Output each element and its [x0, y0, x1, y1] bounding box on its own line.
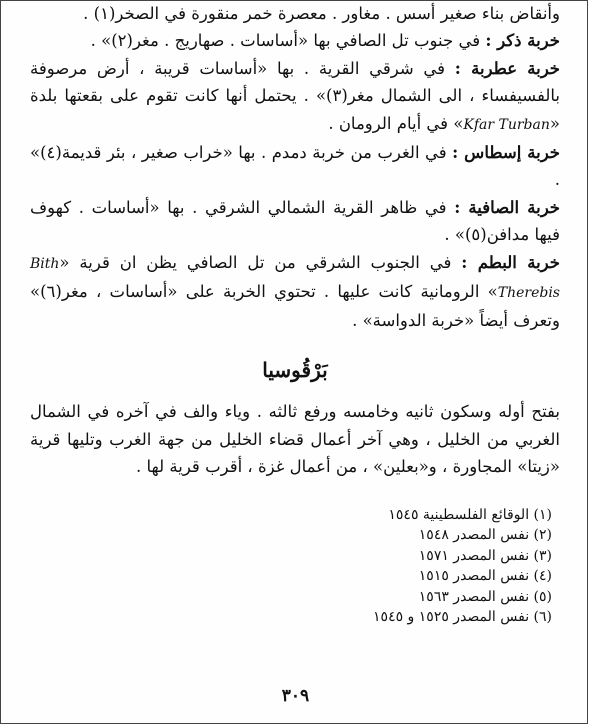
entry-khirbet-safiya — [30, 194, 560, 249]
footnote: (٣) نفس المصدر ١٥٧١ — [418, 547, 552, 564]
entry-text-after: » في أيام الرومان . — [328, 113, 464, 133]
entry-continuation — [30, 0, 560, 27]
entry-text: في الجنوب الشرقي من تل الصافي يظن ان قرية « — [59, 252, 452, 272]
latin-name: Kfar Turban — [463, 116, 550, 133]
footnote: (٤) نفس المصدر ١٥١٥ — [418, 568, 552, 584]
entry-text: في الغرب من خربة دمدم . بها «خراب صغير ، بئر قديمة(٤)» . — [30, 143, 560, 190]
entry-khirbet-atraba — [30, 55, 560, 139]
entry-title: خربة الصافية : — [454, 197, 560, 217]
entry-khirbet-istas — [30, 139, 560, 194]
entry-text: في جنوب تل الصافي بها «أساسات . صهاريج . مغر(٢)» . — [90, 31, 481, 51]
section-body: بفتح أوله وسكون ثانيه وخامسه ورفع ثالثه . وياء والف في آخره في الشمال الغربي من الخليل ، وهي آخر أعمال قضاء الخليل من جهة الغرب وتليها قرية «زيتا» المجاورة ، و«بعلين» ، من أعمال غزة ، أقرب قرية لها . — [30, 402, 560, 477]
entry-khirbet-butm — [30, 249, 560, 335]
section-heading: بَرْقُوسيا — [262, 357, 328, 382]
document-page — [30, 0, 560, 628]
footnotes — [30, 505, 560, 628]
entry-text-after: » الرومانية كانت عليها . تحتوي الخربة على «أساسات ، مغر(٦)» وتعرف أيضاً «خربة الدواسة» . — [30, 282, 560, 331]
entry-khirbet-dhikr — [30, 27, 560, 54]
footnote: (٢) نفس المصدر ١٥٤٨ — [418, 527, 552, 543]
footnote: (١) الوقائع الفلسطينية ١٥٤٥ — [388, 506, 552, 523]
entry-text: في شرقي القرية . بها «أساسات قريبة ، أرض مرصوفة بالفسيفساء ، الى الشمال مغر(٣)» . يحتمل أنها كانت تقوم على بقعتها بلدة « — [30, 58, 560, 133]
entry-title: خربة ذكر : — [485, 31, 560, 51]
page-number: ٣٠٩ — [281, 686, 310, 706]
entry-title: خربة عطربة : — [454, 58, 560, 78]
footnote: (٦) نفس المصدر ١٥٢٥ و ١٥٤٥ — [373, 609, 552, 625]
entry-text: في ظاهر القرية الشمالي الشرقي . بها «أساسات . كهوف فيها مدافن(٥)» . — [30, 197, 560, 245]
footnote: (٥) نفس المصدر ١٥٦٣ — [418, 588, 552, 605]
entry-text: وأنقاض بناء صغير أسس . مغاور . معصرة خمر منقورة في الصخر(١) . — [83, 4, 560, 23]
latin-name: Bith Therebis — [30, 255, 560, 302]
entry-title: خربة البطم : — [461, 252, 560, 272]
entry-title: خربة إسطاس : — [452, 143, 561, 163]
